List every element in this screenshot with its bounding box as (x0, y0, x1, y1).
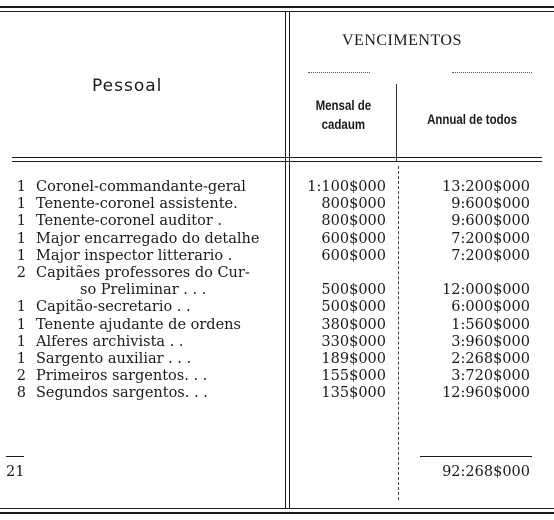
annual-column-heading: Annual de todos (427, 111, 518, 127)
table-row (0, 299, 554, 316)
table-row (0, 265, 554, 282)
row-annual: 3:720$000 (451, 368, 530, 385)
row-annual: 12:960$000 (442, 385, 530, 402)
table-row (0, 213, 554, 230)
row-annual: 12:000$000 (442, 282, 530, 299)
top-rule-thin (0, 11, 554, 12)
row-annual: 6:000$000 (451, 299, 530, 316)
row-description: Coronel-commandante-geral (36, 179, 246, 195)
row-description: Capitães professores do Cur- (36, 264, 250, 281)
row-monthly: 600$000 (321, 247, 386, 264)
row-monthly: 189$000 (321, 350, 386, 367)
row-description: so Preliminar . . . (80, 282, 207, 299)
mensal-column-heading (304, 96, 383, 134)
row-description: Tenente ajudante de ordens (36, 316, 241, 333)
row-monthly: 800$000 (321, 213, 386, 230)
row-annual: 2:268$000 (451, 350, 530, 367)
row-count: 1 (16, 333, 26, 350)
row-annual: 1:560$000 (451, 316, 530, 333)
row-description: Segundos sargentos. . . (36, 385, 208, 402)
row-description: Sargento auxiliar . . . (36, 350, 192, 367)
table-row (0, 351, 554, 368)
row-count: 1 (16, 299, 26, 316)
row-monthly: 135$000 (321, 385, 386, 402)
row-count: 1 (16, 316, 26, 333)
table-row (0, 248, 554, 265)
row-count: 1 (16, 196, 26, 213)
row-description: Capitão-secretario . . (36, 299, 191, 316)
header-rule-bottom (12, 161, 542, 162)
row-description: Alferes archivista . . (36, 333, 184, 350)
row-count: 2 (16, 368, 26, 385)
row-description: Primeiros sargentos. . . (36, 368, 208, 385)
header-rule-top (12, 157, 542, 158)
row-count: 1 (16, 230, 26, 247)
row-monthly: 600$000 (321, 230, 386, 247)
mensal-heading-line1: Mensal de (315, 97, 372, 113)
mensal-heading-line2: cadaum (321, 116, 366, 132)
row-annual: 9:600$000 (451, 196, 530, 213)
row-monthly: 500$000 (321, 299, 386, 316)
row-annual: 3:960$000 (451, 333, 530, 350)
bottom-rule-thin (0, 508, 554, 509)
row-count: 1 (16, 350, 26, 367)
row-description: Major encarregado do detalhe (36, 230, 260, 247)
top-rule-thick (0, 6, 554, 8)
row-monthly: 800$000 (321, 196, 386, 213)
header-dots-left (308, 72, 370, 77)
vencimentos-heading: VENCIMENTOS (342, 32, 462, 49)
row-count: 2 (16, 264, 26, 281)
table-row (0, 196, 554, 213)
table-row (0, 385, 554, 402)
total-annual: 92:268$000 (442, 464, 530, 480)
count-sum-rule (6, 456, 24, 457)
row-description: Major inspector litterario . (36, 247, 233, 264)
row-count: 1 (16, 247, 26, 264)
row-monthly: 1:100$000 (307, 179, 386, 195)
bottom-rule-thick (0, 512, 554, 514)
header-dots-right (452, 72, 532, 77)
table-row (0, 231, 554, 248)
row-description: Tenente-coronel auditor . (36, 213, 222, 230)
row-monthly: 155$000 (321, 368, 386, 385)
row-count: 1 (16, 213, 26, 230)
table-row (0, 334, 554, 351)
personnel-table (0, 179, 554, 402)
pessoal-heading: Pessoal (92, 76, 163, 96)
row-monthly: 380$000 (321, 316, 386, 333)
table-row (0, 317, 554, 334)
row-monthly: 330$000 (321, 333, 386, 350)
row-annual: 13:200$000 (442, 179, 530, 195)
table-row (0, 179, 554, 196)
value-column-divider-header (396, 84, 397, 162)
row-annual: 7:200$000 (451, 247, 530, 264)
total-count: 21 (6, 464, 25, 480)
row-annual: 7:200$000 (451, 230, 530, 247)
row-description: Tenente-coronel assistente. (36, 196, 238, 213)
row-annual: 9:600$000 (451, 213, 530, 230)
row-count: 1 (16, 179, 26, 195)
table-row (0, 282, 554, 299)
row-count: 8 (16, 385, 26, 402)
annual-sum-rule (420, 456, 532, 457)
table-row (0, 368, 554, 385)
row-monthly: 500$000 (321, 282, 386, 299)
total-row (0, 463, 554, 481)
